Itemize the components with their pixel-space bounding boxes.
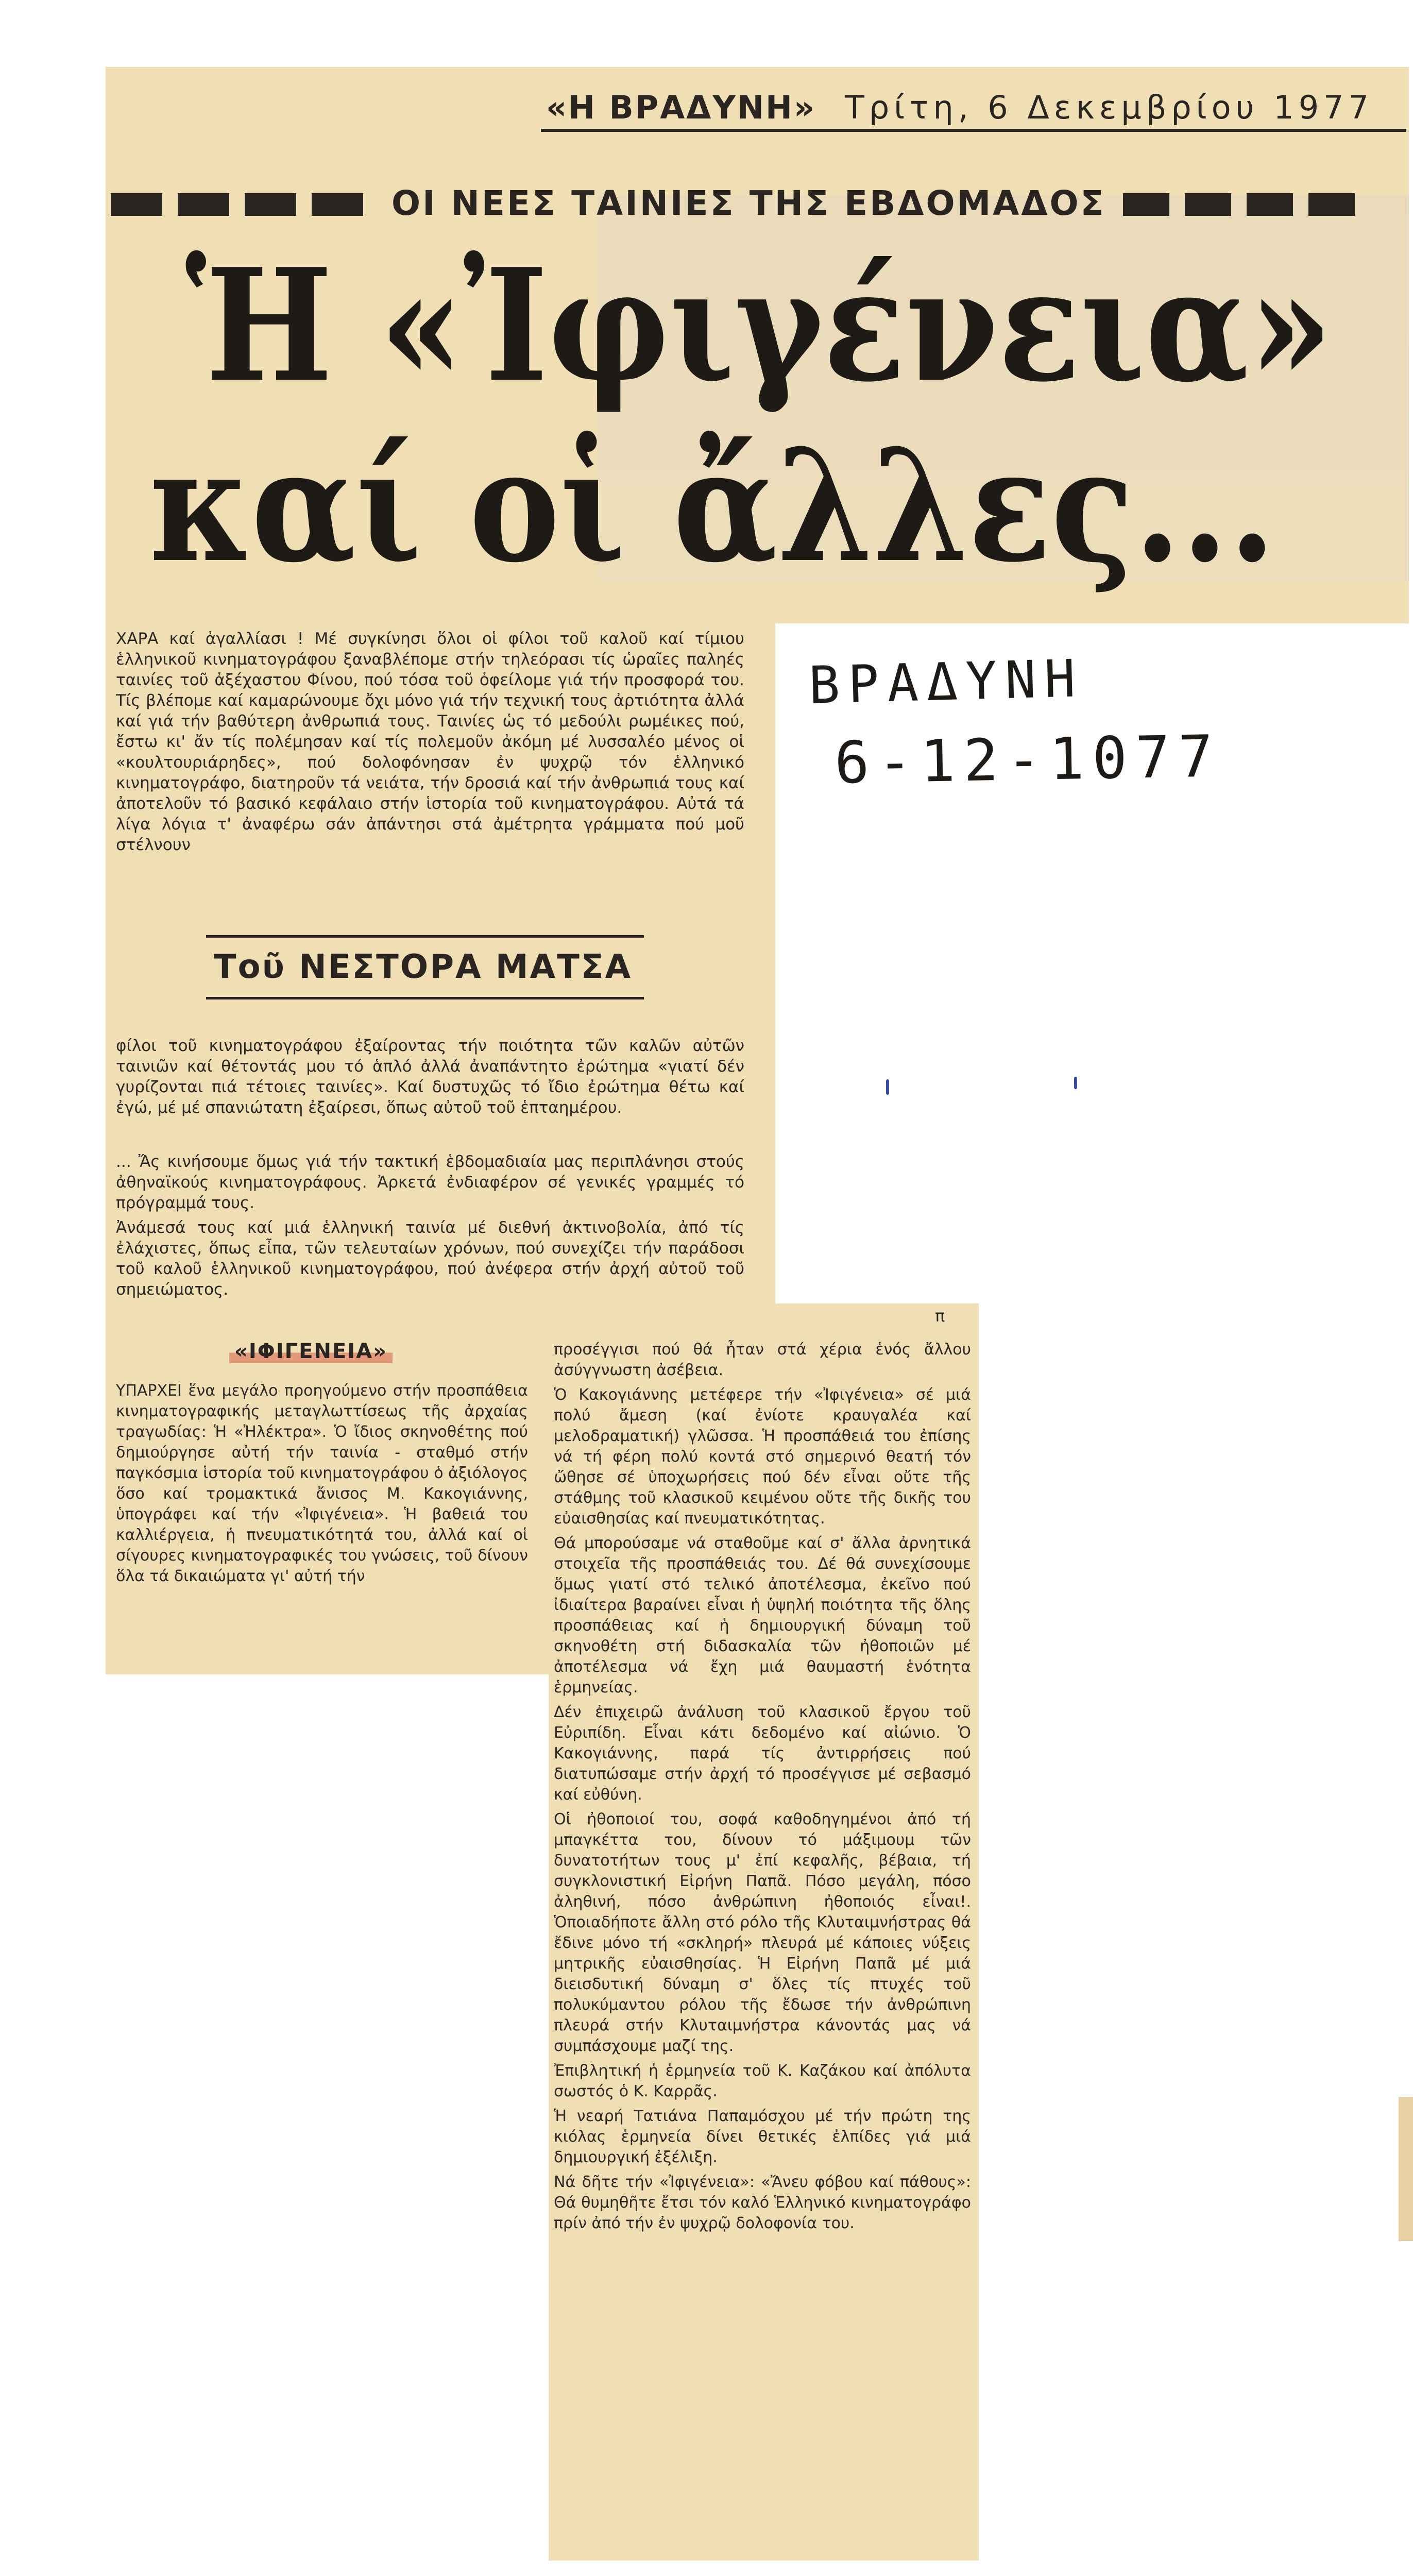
pi-mark: π	[935, 1306, 945, 1326]
column-paragraph: Ἐπιβλητική ἡ ἑρμηνεία τοῦ Κ. Καζάκου καί ἀπόλυτα σωστός ὁ Κ. Καρρᾶς.	[554, 2062, 971, 2100]
ink-mark	[886, 1079, 889, 1095]
headline-line-2: καί οἱ ἄλλες...	[149, 415, 1276, 597]
byline: Τοῦ ΝΕΣΤΟΡΑ ΜΑΤΣΑ	[214, 948, 633, 986]
intro-paragraph	[116, 629, 744, 859]
handwritten-note-date: 6-12-1077	[833, 723, 1222, 797]
intro-program	[116, 1151, 744, 1304]
newspaper-name: «Η ΒΡΑΔΥΝΗ»	[546, 89, 816, 126]
column-paragraph: Δέν ἐπιχειρῶ ἀνάλυση τοῦ κλασικοῦ ἔργου τοῦ Εὐριπίδη. Εἶναι κάτι δεδομένο καί αἰώνιο. Ὁ Κακογιάννης, παρά τίς ἀντιρρήσεις πού διατυπώσαμε στήν ἀρχή τό προσέγγισε μέ σεβασμό καί εὐθύνη.	[554, 1703, 971, 1804]
section-bar-left-1	[111, 193, 162, 216]
column-paragraph: Ὁ Κακογιάννης μετέφερε τήν «Ἰφιγένεια» σέ μιά πολύ ἄμεση (καί ἐνίοτε κραυγαλέα καί μελοδραματική) γλῶσσα. Ἡ προσπάθειά του ἐπίσης νά τή φέρη πολύ κοντά στό σημερινό θεατή τόν ὤθησε σέ ὑποχωρήσεις πού δέν εἶναι οὔτε τῆς στάθμης τοῦ κλασικοῦ κειμένου οὔτε τῆς δικῆς του εὐαισθησίας καί πνευματικότητας.	[554, 1386, 971, 1528]
byline-rule-bottom	[206, 997, 644, 999]
intro-text: ... Ἄς κινήσουμε ὅμως γιά τήν τακτική ἑβδομαδιαία μας περιπλάνησι στούς ἀθηναϊκούς κινηματογράφους. Ἀρκετά ἐνδιαφέρον σέ γενικές γραμμές τό πρόγραμμά τους.	[116, 1153, 744, 1212]
right-column	[554, 1340, 971, 2238]
intro-text: φίλοι τοῦ κινηματογράφου ἐξαίροντας τήν ποιότητα τῶν καλῶν αὐτῶν ταινιῶν καί θέτοντάς μου τό ἁπλό ἀλλά ἀναπάντητο ἐρώτημα «γιατί δέν γυρίζονται πιά τέτοιες ταινίες». Καί δυστυχῶς τό ἴδιο ἐρώτημα θέτω καί ἐγώ, μέ μέ σπανιώτατη ἐξαίρεσι, ὅπως αὐτοῦ τοῦ ἑπταημέρου.	[116, 1037, 744, 1117]
byline-rule-top	[206, 935, 644, 938]
handwritten-note-name: ΒΡΑΔΥΝΗ	[808, 648, 1084, 716]
masthead-rule	[541, 129, 1406, 132]
section-bar-left-3	[245, 193, 296, 216]
section-bar-right-2	[1185, 193, 1231, 216]
section-label: ΟΙ ΝΕΕΣ ΤΑΙΝΙΕΣ ΤΗΣ ΕΒΔΟΜΑΔΟΣ	[391, 183, 1106, 223]
intro-text: Ἀνάμεσά τους καί μιά ἑλληνική ταινία μέ διεθνή ἀκτινοβολία, ἀπό τίς ἐλάχιστες, ὅπως εἶπα, τῶν τελευταίων χρόνων, πού συνεχίζει τήν παράδοσι τοῦ καλοῦ ἑλληνικοῦ κινηματογράφου, πού ἀνέφερα στήν ἀρχή αὐτοῦ τοῦ σημειώματος.	[116, 1218, 744, 1299]
ink-mark	[1074, 1077, 1077, 1089]
issue-date: Τρίτη, 6 Δεκεμβρίου 1977	[845, 89, 1374, 126]
column-paragraph: Θά μπορούσαμε νά σταθοῦμε καί σ' ἄλλα ἀρνητικά στοιχεῖα τῆς προσπάθειάς του. Δέ θά συνεχίσουμε ὅμως γιατί στό τελικό ἀποτέλεσμα, ἐκεῖνο πού ἰδιαίτερα βαραίνει εἶναι ἡ ὑψηλή ποιότητα τῆς ὅλης προσπάθειας καί ἡ δημιουργική δύναμη τοῦ σκηνοθέτη στή διδασκαλία τῶν ἠθοποιῶν μέ ἀποτέλεσμα νά ἔχη μιά θαυμαστή ἑνότητα ἑρμηνείας.	[554, 1534, 971, 1697]
section-bar-left-4	[312, 193, 363, 216]
column-paragraph: προσέγγισι πού θά ἦταν στά χέρια ἑνός ἄλλου ἀσύγγνωστη ἀσέβεια.	[554, 1341, 971, 1379]
intro-continued	[116, 1036, 744, 1122]
column-paragraph: Νά δῆτε τήν «Ἰφιγένεια»: «Ἄνευ φόβου καί πάθους»: Θά θυμηθῆτε ἔτσι τόν καλό Ἑλληνικό κινηματογράφο πρίν ἀπό τήν ἐν ψυχρῷ δολοφονία του.	[554, 2173, 971, 2232]
column-paragraph: Οἱ ἠθοποιοί του, σοφά καθοδηγημένοι ἀπό τή μπαγκέττα του, δίνουν τό μάξιμουμ τῶν δυνατοτήτων τους μ' ἐπί κεφαλῆς, βέβαια, τή συγκλονιστική Εἰρήνη Παπᾶ. Πόσο μεγάλη, πόσο ἀληθινή, πόσο ἀνθρώπινη ἠθοποιός εἶναι!. Ὁποιαδήποτε ἄλλη στό ρόλο τῆς Κλυταιμνήστρας θά ἔδινε μόνο τή «σκληρή» πλευρά μέ κάποιες νύξεις μητρικῆς εὐαισθησίας. Ἡ Εἰρήνη Παπᾶ μέ μιά διεισδυτική δύναμη σ' ὅλες τίς πτυχές τοῦ πολυκύμαντου ρόλου τῆς ἔδωσε τήν ἀνθρώπινη πλευρά στήν Κλυταιμνήστρα κάνοντάς μας νά συμπάσχουμε μαζί της.	[554, 1810, 971, 2055]
clipping-edge-strip	[1399, 2097, 1413, 2241]
section-bar-right-1	[1123, 193, 1169, 216]
section-bar-right-4	[1308, 193, 1355, 216]
left-column	[116, 1381, 528, 1591]
section-bar-left-2	[178, 193, 229, 216]
column-paragraph: Ἡ νεαρή Τατιάνα Παπαμόσχου μέ τήν πρώτη της κιόλας ἑρμηνεία δίνει θετικές ἐλπίδες γιά μιά δημιουργική ἐξέλιξη.	[554, 2107, 971, 2166]
headline-line-1: Ἡ «Ἰφιγένεια»	[185, 234, 1333, 416]
column-paragraph: ΥΠΑΡΧΕΙ ἕνα μεγάλο προηγούμενο στήν προσπάθεια κινηματογραφικής μεταγλωττίσεως τῆς ἀρχαίας τραγωδίας: Ἡ «Ἠλέκτρα». Ὁ ἴδιος σκηνοθέτης πού δημιούργησε αὐτή τήν ταινία - σταθμό στήν παγκόσμια ἱστορία τοῦ κινηματογράφου ὁ ἀξιόλογος ὅσο καί τρομακτικά ἄνισος Μ. Κακογιάννης, ὑπογράφει καί τήν «Ἰφιγένεια». Ἡ βαθειά του καλλιέργεια, ἡ πνευματικότητά του, ἀλλά καί οἱ σίγουρες κινηματογραφικές του γνώσεις, τοῦ δίνουν ὅλα τά δικαιώματα γι' αὐτή τήν	[116, 1382, 528, 1585]
subhead-ifigeneia: «ΙΦΙΓΕΝΕΙΑ»	[229, 1340, 393, 1363]
section-bar-right-3	[1247, 193, 1293, 216]
intro-text: ΧΑΡΑ καί ἀγαλλίασι ! Μέ συγκίνησι ὅλοι οἱ φίλοι τοῦ καλοῦ καί τίμιου ἑλληνικοῦ κινηματογράφου ξαναβλέπομε στήν τηλεόρασι τίς ὡραῖες παληές ταινίες τοῦ ἀξέχαστου Φίνου, πού τόσα τοῦ ὀφείλομε γιά τήν προσφορά του. Τίς βλέπομε καί καμαρώνουμε ὄχι μόνο γιά τήν τεχνική τους ἀρτιότητα ἀλλά καί γιά τήν βαθύτερη ἀνθρωπιά τους. Ταινίες ὡς τό μεδούλι ρωμέικες πού, ἔστω κι' ἄν τίς πολέμησαν καί τίς πολεμοῦν ἀκόμη μέ λυσσαλέο μένος οἱ «κουλτουριάρηδες», πού δολοφόνησαν ἐν ψυχρῷ τόν ἑλληνικό κινηματογράφο, διατηροῦν τά νειάτα, τήν δροσιά καί τήν ἀνθρωπιά τους καί ἀποτελοῦν τό βασικό κεφάλαιο στήν ἱστορία τοῦ κινηματογράφου. Αὐτά τά λίγα λόγια τ' ἀναφέρω σάν ἀπάντησι στά ἀμέτρητα γράμματα πού μοῦ στέλνουν	[116, 630, 744, 854]
